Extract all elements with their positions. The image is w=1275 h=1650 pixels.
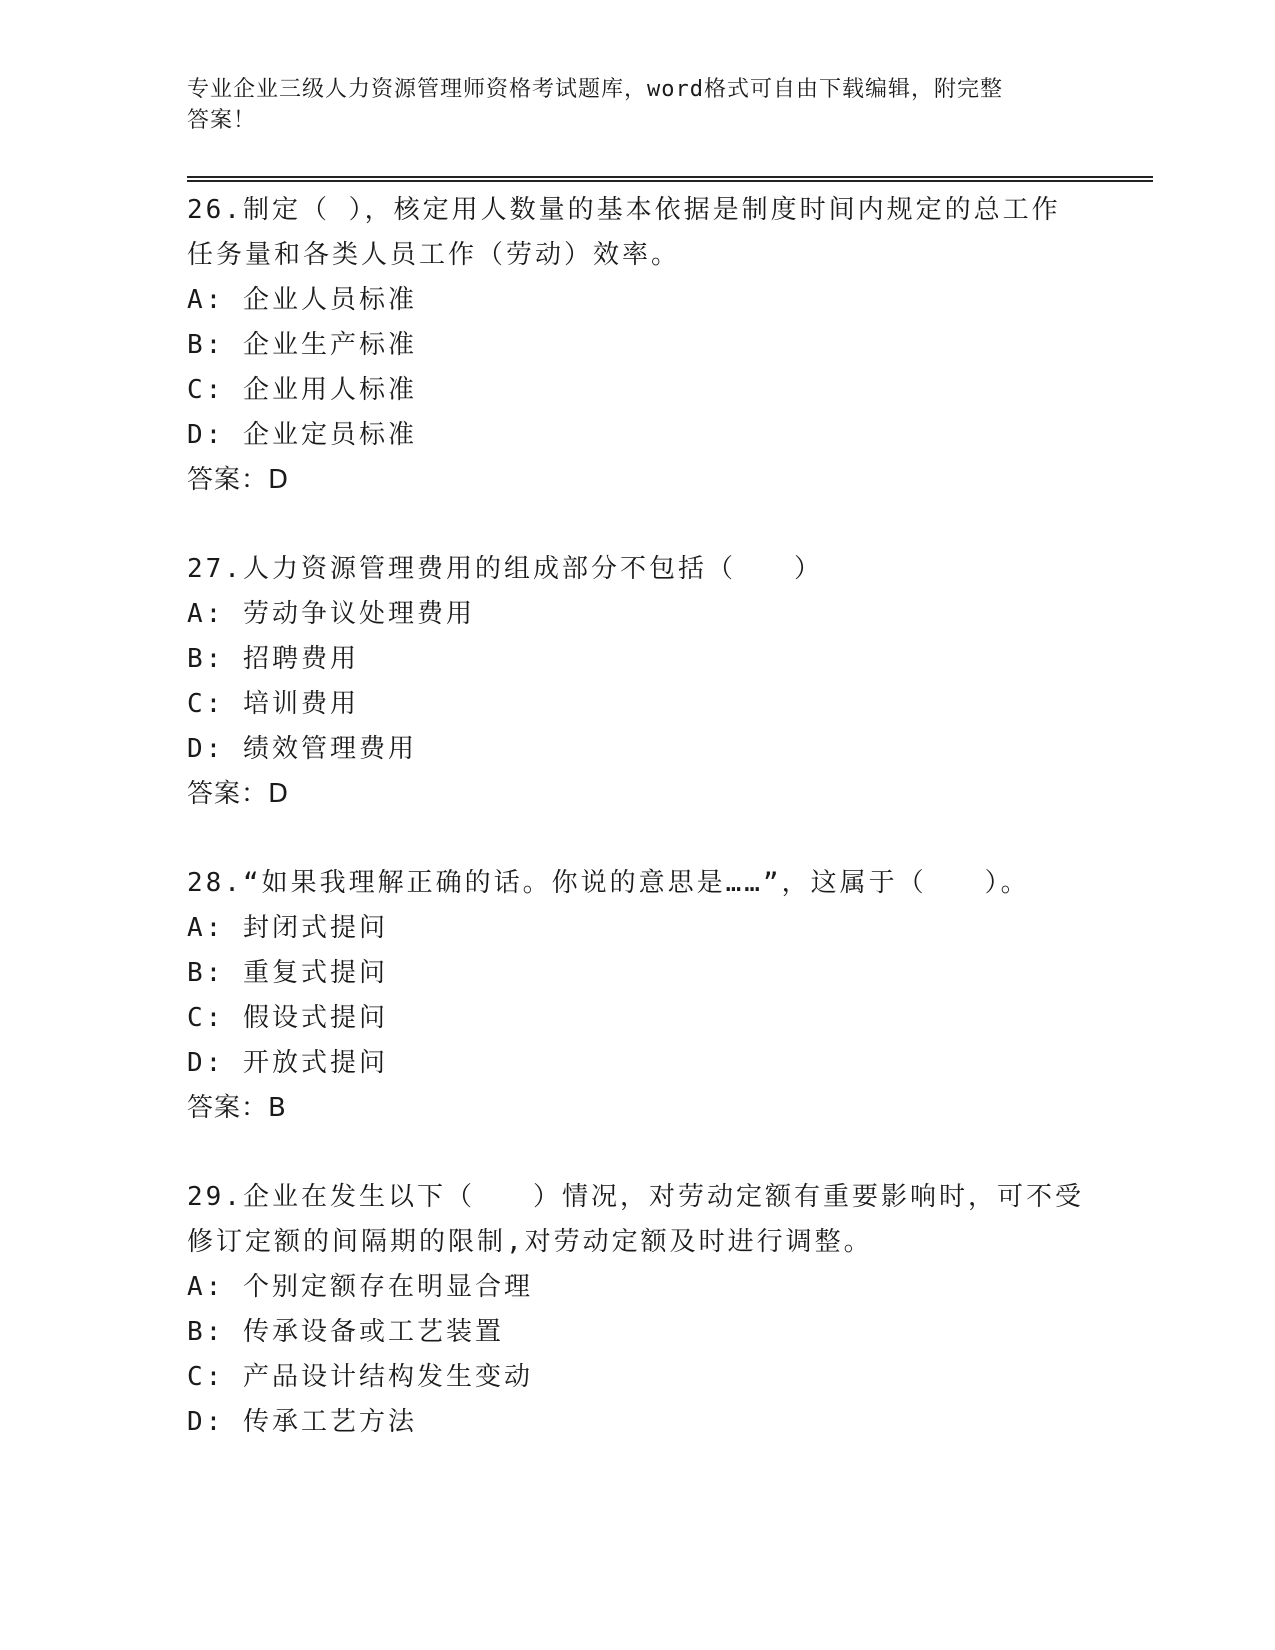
question-stem-line: 28.“如果我理解正确的话。你说的意思是……”，这属于（ ）。 (187, 868, 1030, 898)
option-d: D: 绩效管理费用 (187, 734, 417, 764)
option-c: C: 培训费用 (187, 689, 359, 719)
question-list (187, 188, 1087, 1489)
answer-label: 答案：B (187, 1093, 287, 1123)
answer-label: 答案：D (187, 779, 290, 809)
option-d: D: 企业定员标准 (187, 420, 417, 450)
question-stem-line: 29.企业在发生以下（ ）情况，对劳动定额有重要影响时，可不受 (187, 1182, 1084, 1212)
question-28 (187, 861, 1087, 1131)
question-26 (187, 188, 1087, 503)
option-c: C: 产品设计结构发生变动 (187, 1362, 533, 1392)
option-b: B: 招聘费用 (187, 644, 359, 674)
option-a: A: 企业人员标准 (187, 285, 417, 315)
option-c: C: 企业用人标准 (187, 375, 417, 405)
option-b: B: 重复式提问 (187, 958, 388, 988)
question-stem-line: 26.制定（ ），核定用人数量的基本依据是制度时间内规定的总工作 (187, 195, 1061, 225)
option-d: D: 开放式提问 (187, 1048, 388, 1078)
option-d: D: 传承工艺方法 (187, 1407, 417, 1437)
document-header (187, 74, 1067, 136)
question-stem-line: 任务量和各类人员工作（劳动）效率。 (187, 240, 681, 270)
question-27 (187, 547, 1087, 817)
option-c: C: 假设式提问 (187, 1003, 388, 1033)
question-stem-line: 修订定额的间隔期的限制,对劳动定额及时进行调整。 (187, 1227, 873, 1257)
header-divider (187, 176, 1153, 182)
option-a: A: 劳动争议处理费用 (187, 599, 475, 629)
question-29 (187, 1175, 1087, 1445)
header-line-1: 专业企业三级人力资源管理师资格考试题库，word格式可自由下载编辑，附完整 (187, 77, 1003, 102)
question-stem-line: 27.人力资源管理费用的组成部分不包括（ ） (187, 554, 823, 584)
option-b: B: 传承设备或工艺装置 (187, 1317, 504, 1347)
option-a: A: 封闭式提问 (187, 913, 388, 943)
option-b: B: 企业生产标准 (187, 330, 417, 360)
answer-label: 答案：D (187, 465, 290, 495)
header-line-2: 答案！ (187, 108, 257, 133)
option-a: A: 个别定额存在明显合理 (187, 1272, 533, 1302)
